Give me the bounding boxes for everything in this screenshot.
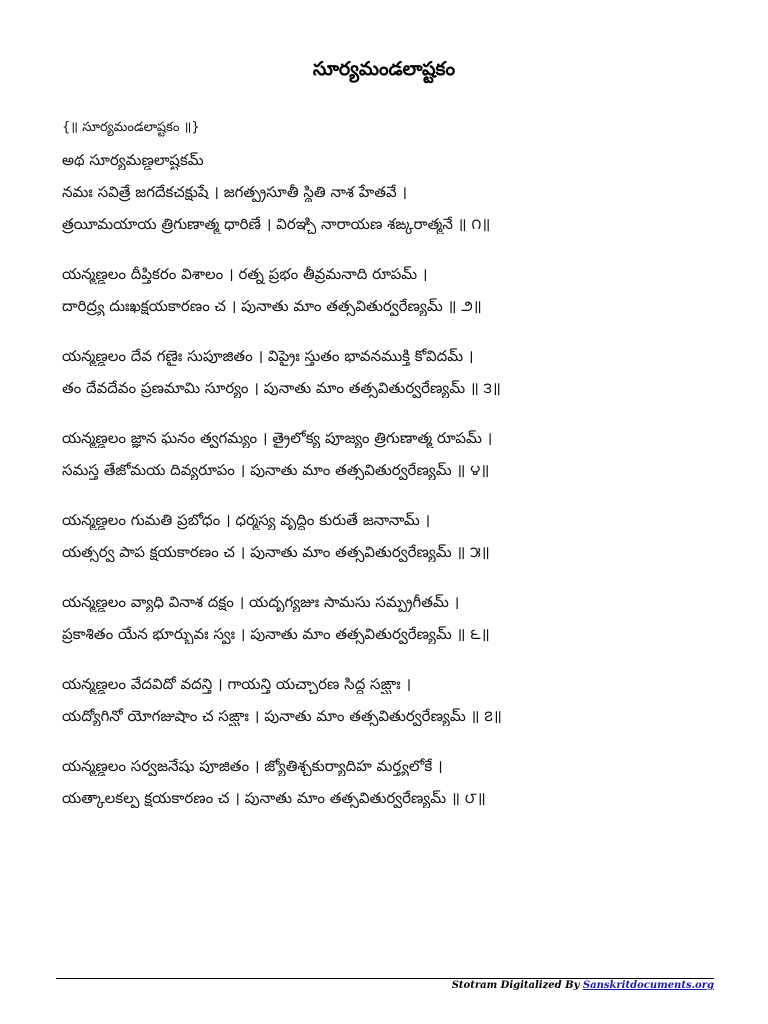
- verse-2: [62, 264, 722, 316]
- verse-line: ప్రకాశితం యేన భూర్భువః స్వః । పునాతు మాం తత్సవితుర్వరేణ్యమ్ ॥ ౬॥: [62, 625, 490, 643]
- intro-subheading: అథ సూర్యమణ్డలాష్టకమ్: [62, 151, 204, 169]
- footer-credit: [452, 980, 714, 991]
- verse-line: యద్యోగినో యోగజుషాం చ సఙ్ఘాః । పునాతు మాం తత్సవితుర్వరేణ్యమ్ ॥ ౭॥: [62, 707, 502, 725]
- sanskritdocuments-link[interactable]: Sanskritdocuments.org: [582, 980, 714, 991]
- verse-5: [62, 510, 722, 562]
- verse-line: యన్మణ్డలం దేవ గణైః సుపూజితం । విప్రైః స్తుతం భావనముక్తి కోవిదమ్ ।: [62, 347, 474, 365]
- verse-8: [62, 756, 722, 808]
- verse-3: [62, 346, 722, 398]
- verse-line: యన్మణ్డలం గుమతి ప్రబోధం । ధర్మస్య వృద్ధిం కురుతే జనానామ్ ।: [62, 511, 431, 529]
- stotram-body: [62, 118, 722, 838]
- verse-line: యన్మణ్డలం వ్యాధి వినాశ దక్షం । యదృగ్యజుః సామసు సమ్ప్రగీతమ్ ।: [62, 593, 460, 611]
- verse-line: యత్సర్వ పాప క్షయకారణం చ । పునాతు మాం తత్సవితుర్వరేణ్యమ్ ॥ ౫॥: [62, 543, 490, 561]
- footer-divider: [56, 978, 714, 979]
- page-title: సూర్యమండలాష్టకం: [312, 58, 456, 80]
- verse-line: యన్మణ్డలం వేదవిదో వదన్తి । గాయన్తి యచ్చారణ సిద్ధ సఙ్ఘాః ।: [62, 675, 412, 693]
- verse-1-line-1: నమః సవిత్రే జగదేకచక్షుషే । జగత్ప్రసూతీ స్థితి నాశ హేతవే ।: [62, 183, 408, 201]
- intro-heading: {॥ సూర్యమండలాష్టకం ॥}: [62, 120, 200, 135]
- verse-line: యన్మణ్డలం జ్ఞాన ఘనం త్వగమ్యం । త్రైలోక్య పూజ్యం త్రిగుణాత్మ రూపమ్ ।: [62, 429, 493, 447]
- verse-1-line-2: త్రయీమయాయ త్రిగుణాత్మ ధారిణే । విరఞ్చి నారాయణ శఙ్కరాత్మనే ॥ ౧॥: [62, 215, 491, 233]
- verse-line: తం దేవదేవం ప్రణమామి సూర్యం । పునాతు మాం తత్సవితుర్వరేణ్యమ్ ॥ ౩॥: [62, 379, 501, 397]
- verse-line: దారిద్ర్య దుఃఖక్షయకారణం చ । పునాతు మాం తత్సవితుర్వరేణ్యమ్ ॥ ౨॥: [62, 297, 482, 315]
- intro-block: [62, 118, 722, 234]
- verse-4: [62, 428, 722, 480]
- verse-7: [62, 674, 722, 726]
- verse-line: యత్కాలకల్ప క్షయకారణం చ । పునాతు మాం తత్సవితుర్వరేణ్యమ్ ॥ ౮॥: [62, 789, 486, 807]
- footer-prefix: Stotram Digitalized By: [451, 980, 583, 991]
- verse-line: యన్మణ్డలం దీప్తికరం విశాలం । రత్న ప్రభం తీవ్రమనాది రూపమ్ ।: [62, 265, 428, 283]
- verse-line: సమస్త తేజోమయ దివ్యరూపం । పునాతు మాం తత్సవితుర్వరేణ్యమ్ ॥ ౪॥: [62, 461, 490, 479]
- verse-6: [62, 592, 722, 644]
- verse-line: యన్మణ్డలం సర్వజనేషు పూజితం । జ్యోతిశ్చకుర్యాదిహ మర్త్యలోకే ।: [62, 757, 443, 775]
